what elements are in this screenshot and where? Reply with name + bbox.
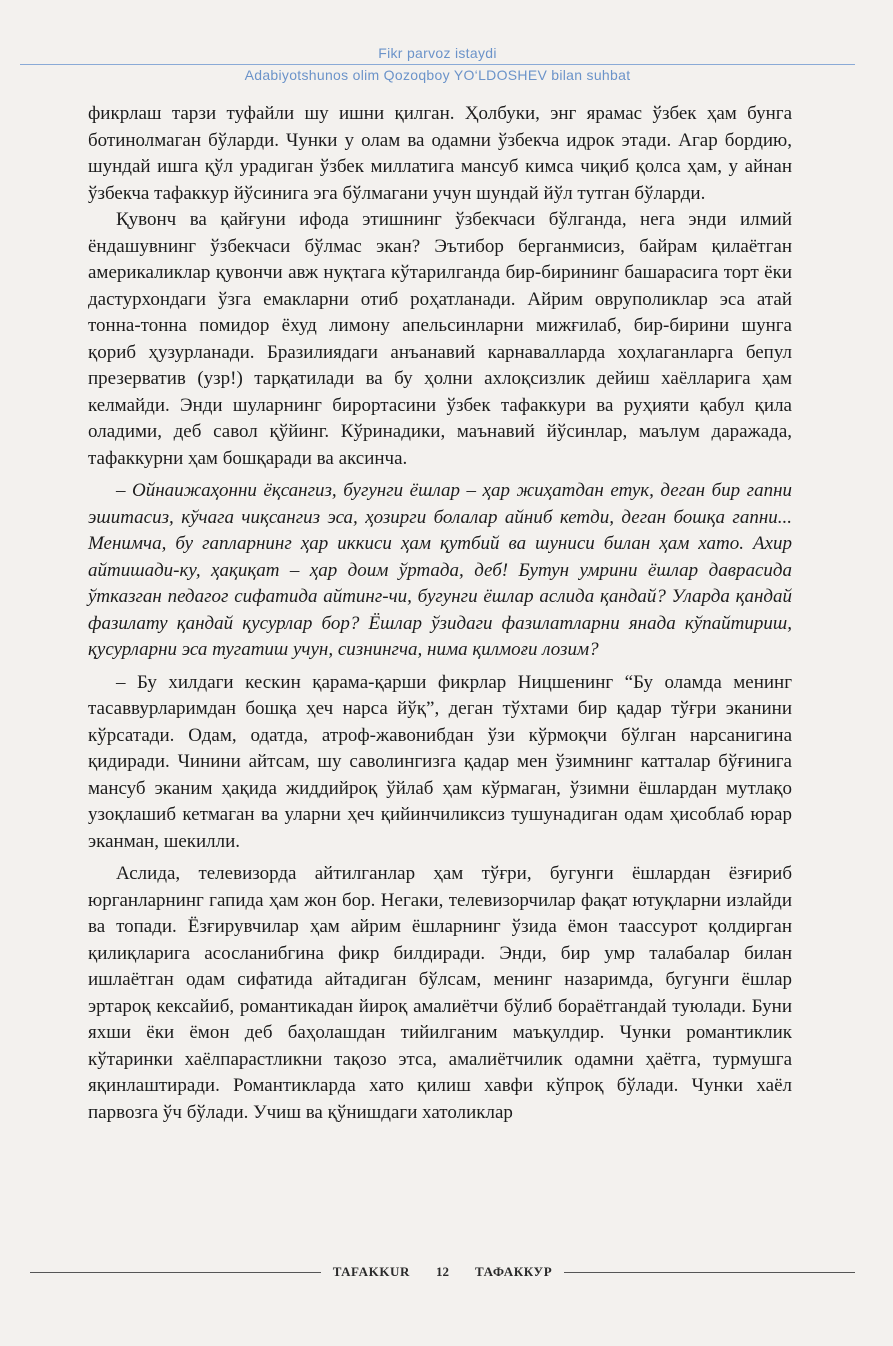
running-footer: [30, 1262, 855, 1282]
answer-paragraph-1: – Бу хилдаги кескин қарама-қарши фикрлар Ницшенинг “Бу оламда менинг тасаввурларимдан бошқа ҳеч нарса йўқ”, деган тўхтами бир қадар тўғри эканини кўрсатади. Одам, одатда, атроф-жавонибдан ўзи кўрмоқчи бўлган нарсанигина қидиради. Чинини айтсам, шу саволингизга қадар мен ўзимнинг катталар бўғинига мансуб эканим ҳақида жиддийроқ ўйлаб ҳам кўрмаган, ўзимни ёшлардан мутлақо узоқлашиб кетмаган ва уларни ҳеч қийинчиликсиз тушунадиган одам ҳисоблаб юрар эканман, шекилли.: [88, 671, 792, 852]
answer-paragraph-2: Аслида, телевизорда айтилганлар ҳам тўғри, бугунги ёшлардан ёзғириб юрганларнинг гапида ҳам жон бор. Негаки, телевизорчилар фақат ютуқларни излайди ва топади. Ёзғирувчилар ҳам айрим ёшларнинг ўзида ёмон таассурот қолдирган қилиқларига асосланибгина фикр билдиради. Энди, бир умр талабалар билан ишлаётган одам сифатида айтадиган бўлсам, менинг назаримда, бугунги ёшлар эртароқ кексайиб, романтикадан йироқ амалиётчи бўлиб бораётгандай туюлади. Буни яхши ёки ёмон деб баҳолашдан тийилганим маъқулдир. Чунки романтиклик кўтаринки хаёлпарастликни тақозо этса, амалиётчилик одамни ҳаётга, турмушга яқинлаштиради. Романтикларда хато қилиш хавфи кўпроқ бўлади. Чунки хаёл парвозга ўч бўлади. Учиш ва қўнишдаги хатоликлар: [88, 863, 792, 1123]
footer-magazine-cyrillic: ТАФАККУР: [475, 1264, 553, 1279]
header-rule: [20, 64, 855, 65]
header-title: Fikr parvoz istaydi: [378, 45, 497, 61]
header-subtitle: Adabiyotshunos olim Qozoqboy YO‘LDOSHEV bilan suhbat: [244, 67, 631, 83]
page-number: 12: [436, 1264, 450, 1279]
page-body: [88, 101, 792, 1126]
running-header: [20, 44, 855, 83]
footer-magazine-latin: TAFAKKUR: [332, 1264, 411, 1279]
footer-rule-right: [564, 1272, 855, 1273]
footer-rule-left: [30, 1272, 321, 1273]
paragraph-1: фикрлаш тарзи туфайли шу ишни қилган. Ҳолбуки, энг ярамас ўзбек ҳам бунга ботинолмаган бўларди. Чунки у олам ва одамни ўзбекча идрок этади. Агар бордию, шундай ишга қўл урадиган ўзбек миллатига мансуб кимса чиқиб қолса ҳам, у айнан ўзбекча тафаккур йўсинига эга бўлмагани учун шундай йўл тутган бўларди.: [88, 103, 792, 204]
interviewer-question: – Ойнаижаҳонни ёқсангиз, бугунги ёшлар – ҳар жиҳатдан етук, деган бир гапни эшитасиз, кўчага чиқсангиз эса, ҳозирги болалар айниб кетди, деган бошқа гапни... Менимча, бу гапларнинг ҳар иккиси ҳам қутбий ва шуниси билан ҳам хато. Ахир айтишади-ку, ҳақиқат – ҳар доим ўртада, деб! Бутун умрини ёшлар даврасида ўтказган педагог сифатида айтинг-чи, бугунги ёшлар аслида қандай? Уларда қандай фазилату қандай қусурлар бор? Ёшлар ўзидаги фазилатларни янада кўпайтириш, қусурларни эса тугатиш учун, сизнингча, нима қилмоғи лозим?: [88, 480, 792, 660]
paragraph-2: Қувонч ва қайғуни ифода этишнинг ўзбекчаси бўлганда, нега энди илмий ёндашувнинг ўзбекчаси бўлмас экан? Эътибор берганмисиз, байрам қилаётган америкаликлар қувончи авж нуқтага кўтарилганда бир-бирининг башарасига торт ёки дастурхондаги ўзга емакларни отиб роҳатланади. Айрим овруполиклар эса атай тонна-тонна помидор ёхуд лимону апельсинларни мижғилаб, бир-бирини шунга қориб ҳузурланади. Бразилиядаги анъанавий карнавалларда хоҳлаганларга бепул презерватив (узр!) тарқатилади ва бу ҳолни ахлоқсизлик дейиш хаёлларига ҳам келмайди. Энди шуларнинг бирортасини ўзбек тафаккури ва руҳияти қабул қила оладими, деб савол қўйинг. Кўринадики, маънавий йўсинлар, маълум даражада, тафаккурни ҳам бошқаради ва аксинча.: [88, 209, 792, 469]
